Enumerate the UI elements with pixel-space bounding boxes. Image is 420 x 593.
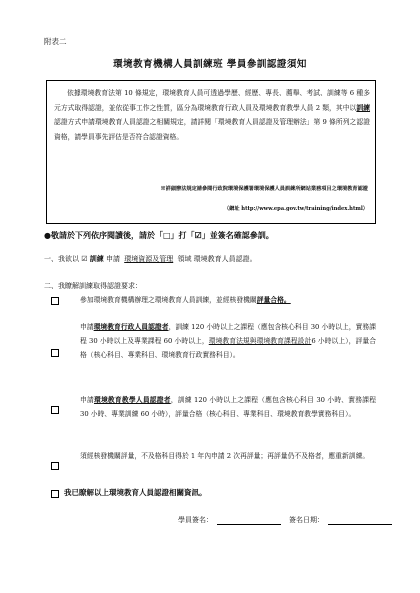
notice-body (54, 86, 370, 144)
signature-date-field[interactable] (328, 516, 392, 525)
option-3-part-c: ，訓練 120 小時以上之課程（應包含核心科目 30 小時、實務課程 30 小時、專業訓練 60 小時），評量合格（核心科目、專業科目、環境教育教學實務科目）。 (80, 396, 377, 418)
item-1-checkbox[interactable]: ☑ (81, 255, 88, 263)
option-2-part-c: ，訓練 120 小時以上之課程（應包含核心科目 30 小時以上，實務課程 30 小時以上及專業課程 60 小時以上， (80, 323, 376, 345)
option-2-text (80, 320, 376, 362)
item-1-prefix: 一、我欲以 (44, 255, 79, 263)
option-2-part-a: 申請 (80, 323, 94, 331)
option-1-part-b: 評量合格。 (256, 296, 291, 304)
page-title: 環境教育機構人員訓練班 學員參訓認證須知 (113, 59, 307, 70)
option-3-part-b: 環境教育教學人員認證者 (93, 396, 171, 404)
option-4-checkbox[interactable] (51, 462, 59, 470)
item-1-method: 訓練 (89, 254, 104, 263)
option-3-part-a: 申請 (80, 396, 94, 404)
notice-text-2: 認證方式申請環境教育人員認證之相關規定，請詳閱「環境教育人員認證及管理辦法」第 9 條所列之認證資格，請學員事先評估是否符合認證資格。 (54, 118, 370, 141)
signature-date-label: 簽名日期： (289, 516, 324, 524)
acknowledge-checkbox[interactable] (51, 490, 59, 498)
option-3-checkbox[interactable] (51, 406, 59, 414)
student-signature-label: 學員簽名： (178, 516, 213, 524)
option-2-checkbox[interactable] (51, 349, 59, 357)
notice-note: ※詳細辦法規定請參閱行政院環境保護署環境保護人員訓練所網站業務項目之環境教育認證 (160, 186, 368, 192)
item-2: 二、我瞭解訓練取得認證要求： (44, 282, 142, 290)
item-1-field[interactable]: 環境資源及管理 (124, 255, 174, 263)
acknowledge-text: 我已瞭解以上環境教育人員認證相關資訊。 (64, 488, 207, 497)
option-2-part-b: 環境教育行政人員認證者 (93, 323, 169, 331)
option-2-part-d: 環境教育法規與環境教育課程設計 (208, 337, 312, 345)
option-2-part-e: 6 小時以上），評量合格（核心科目、專業科目、環境教育行政實務科目）。 (80, 337, 376, 359)
option-1-part-a: 參加環境教育機構辦理之環境教育人員訓練，並經核發機關 (80, 296, 257, 304)
item-1-apply: 申請 (105, 255, 120, 263)
annex-label: 附表二 (44, 37, 67, 46)
option-4-text: 須經核發機關評量，不及格科目得於 1 年內申請 2 次再評量；再評量仍不及格者，應重新訓練。 (80, 452, 370, 460)
option-1-text (80, 293, 376, 307)
item-1 (44, 254, 257, 264)
notice-text-1: 依據環境教育法第 10 條規定，環境教育人員可透過學歷、經歷、專長、薦舉、考試、訓練等 6 種多元方式取得認證，並依從事工作之性質，區分為環境教育行政人員及環境教育教學人員 2 類，其中以 (54, 89, 370, 112)
student-signature-field[interactable] (217, 516, 281, 525)
option-1-checkbox[interactable] (51, 297, 59, 305)
notice-url: （網址 http://www.epa.gov.tw/training/index.html） (223, 206, 368, 212)
notice-text-bold: 訓練 (356, 103, 371, 112)
option-3-text (80, 393, 376, 421)
instruction: ●敬請於下列依序閱讀後，請於「□」打「☑」並簽名確認參訓。 (44, 230, 274, 240)
item-1-suffix: 領域 環境教育人員認證。 (177, 255, 257, 263)
signature-row (178, 515, 400, 525)
